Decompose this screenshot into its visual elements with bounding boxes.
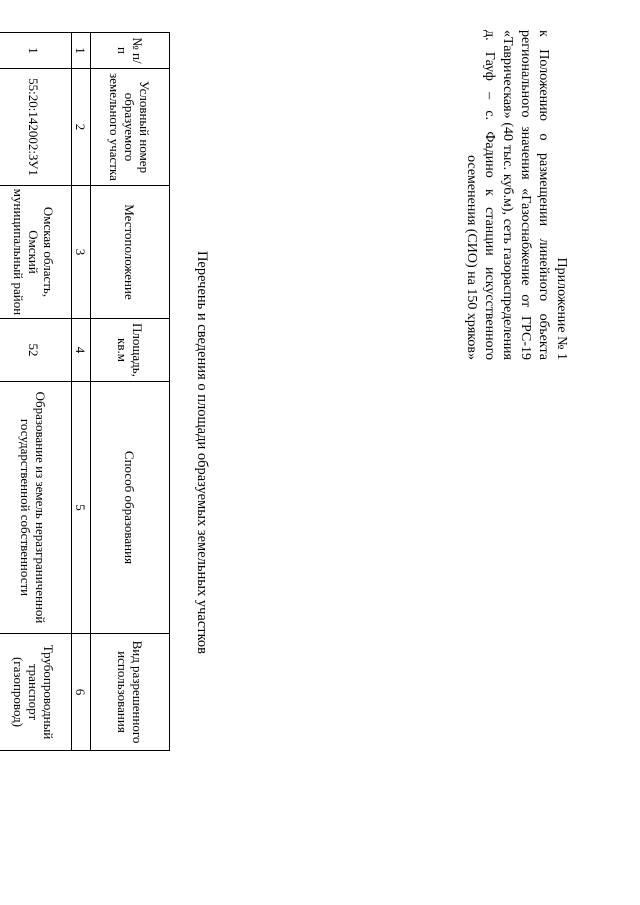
table-row xyxy=(0,33,72,751)
annex-number: Приложение № 1 xyxy=(554,257,569,360)
column-number-cell: 3 xyxy=(72,186,91,319)
header-cell-permitted-use: Вид разрешенного использования xyxy=(91,634,170,751)
column-number-cell: 6 xyxy=(72,634,91,751)
column-number-cell: 2 xyxy=(72,69,91,186)
annex-text: к Положению о размещении линейного объекта регионального значения «Газоснабжение от ГРС-19 «Таврическая» (40 тыс. куб.м), сеть газораспределения д. Гауф – с. Фадино к станции искусственного осеменения (СИО) на 150 хряков» xyxy=(464,30,551,360)
header-cell-plot-id: Условный номер образуемого земельного участка xyxy=(91,69,170,186)
header-cell-formation-method: Способ образования xyxy=(91,382,170,634)
header-cell-area: Площадь, кв.м xyxy=(91,319,170,382)
row-number-cell: 1 xyxy=(0,33,72,69)
column-number-cell: 4 xyxy=(72,319,91,382)
permitted-use-cell: Трубопроводный транспорт (газопровод) xyxy=(0,634,72,751)
column-number-cell: 5 xyxy=(72,382,91,634)
document-title: Перечень и сведения о площади образуемых земельных участков xyxy=(194,250,210,655)
plot-id-cell: 55:20:142002:ЗУ1 xyxy=(0,69,72,186)
land-plots-table xyxy=(0,32,170,751)
area-cell: 52 xyxy=(0,319,72,382)
column-number-cell: 1 xyxy=(72,33,91,69)
header-cell-number: № п/п xyxy=(91,33,170,69)
formation-method-cell: Образование из земель неразграниченной государственной собственности xyxy=(0,382,72,634)
annex-header xyxy=(462,30,570,360)
location-cell: Омская область, Омский муниципальный район xyxy=(0,186,72,319)
header-cell-location: Местоположение xyxy=(91,186,170,319)
